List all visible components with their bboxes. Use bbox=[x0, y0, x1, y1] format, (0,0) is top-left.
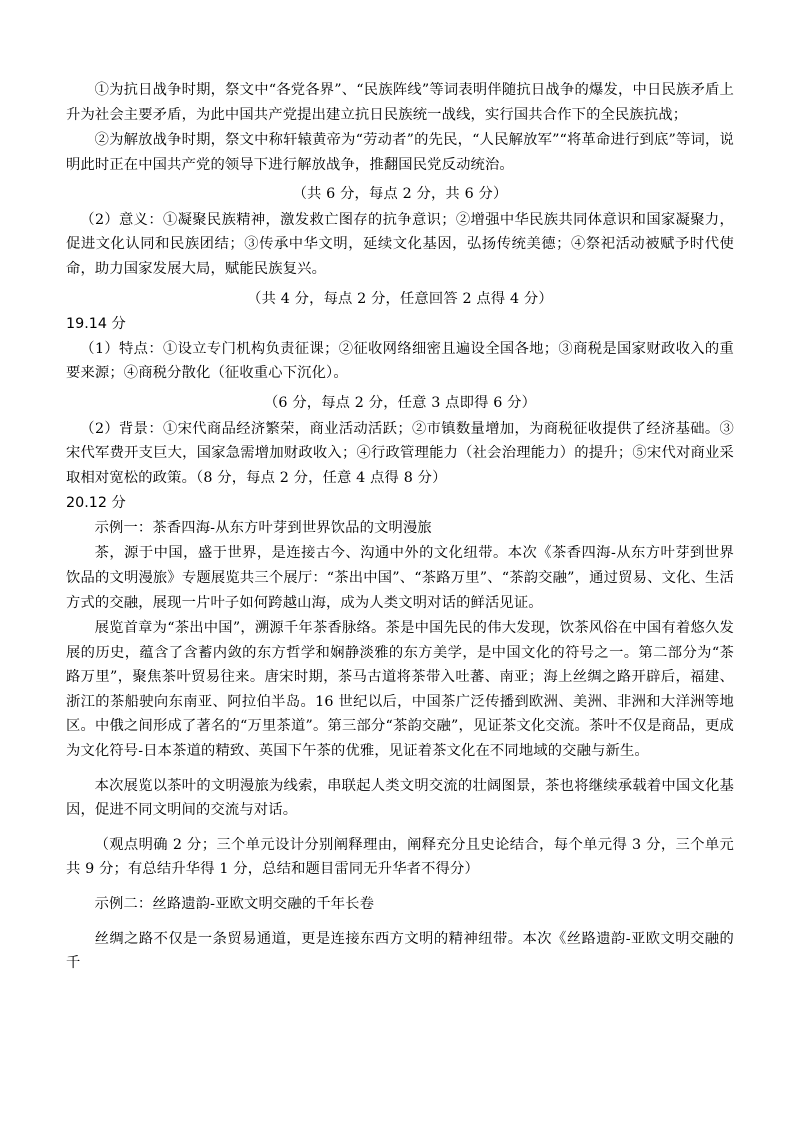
example-one-title: 示例一：茶香四海-从东方叶芽到世界饮品的文明漫旅 bbox=[94, 519, 432, 536]
answer-paragraph-5: （2）背景：①宋代商品经济繁荣，商业活动活跃；②市镇数量增加，为商税征收提供了经济基础。③宋代军费开支巨大，国家急需增加财政收入；④行政管理能力（社会治理能力）的提升；⑤宋代对商业采取相对宽松的政策。（8 分，每点 2 分，任意 4 点得 8 分） bbox=[66, 420, 734, 486]
scoring-rubric-note: （观点明确 2 分；三个单元设计分别阐释理由，阐释充分且史论结合，每个单元得 3 分，三个单元共 9 分；有总结升华得 1 分，总结和题目雷同无升华者不得分） bbox=[66, 836, 734, 878]
score-note-3: （6 分，每点 2 分，任意 3 点即得 6 分） bbox=[263, 394, 537, 411]
example-one-paragraph-2: 展览首章为“茶出中国”，溯源千年茶香脉络。茶是中国先民的伟大发现，饮茶风俗在中国有着悠久发展的历史，蕴含了含蓄内敛的东方哲学和娴静淡雅的东方美学，是中国文化的符号之一。第二部分为“茶路万里”，聚焦茶叶贸易往来。唐宋时期，茶马古道将茶带入吐蕃、南亚；海上丝绸之路开辟后，福建、浙江的茶船驶向东南亚、阿拉伯半岛。16 世纪以后，中国茶广泛传播到欧洲、美洲、非洲和大洋洲等地区。中俄之间形成了著名的“万里茶道”。第三部分“茶韵交融”，见证茶文化交流。茶叶不仅是商品，更成为文化符号-日本茶道的精致、英国下午茶的优雅，见证着茶文化在不同地域的交融与新生。 bbox=[66, 620, 734, 760]
score-note-2: （共 4 分，每点 2 分，任意回答 2 点得 4 分） bbox=[247, 290, 553, 307]
spacer bbox=[66, 918, 734, 927]
spacer bbox=[66, 824, 734, 833]
example-two-paragraph-1: 丝绸之路不仅是一条贸易通道，更是连接东西方文明的精神纽带。本次《丝路遗韵-亚欧文明交融的千 bbox=[66, 930, 734, 972]
example-one-paragraph-3: 本次展览以茶叶的文明漫旅为线索，串联起人类文明交流的壮阔图景，茶也将继续承载着中国文化基因，促进不同文明间的交流与对话。 bbox=[66, 777, 734, 819]
answer-paragraph-4: （1）特点：①设立专门机构负责征课；②征收网络细密且遍设全国各地；③商税是国家财政收入的重要来源；④商税分散化（征收重心下沉化）。 bbox=[66, 340, 734, 382]
spacer bbox=[66, 883, 734, 892]
example-two-title: 示例二：丝路遗韵-亚欧文明交融的千年长卷 bbox=[94, 895, 375, 912]
score-note-1: （共 6 分，每点 2 分，共 6 分） bbox=[292, 186, 508, 203]
spacer bbox=[66, 765, 734, 774]
example-one-paragraph-1: 茶，源于中国，盛于世界，是连接古今、沟通中外的文化纽带。本次《茶香四海-从东方叶芽到世界饮品的文明漫旅》专题展览共三个展厅：“茶出中国”、“茶路万里”、“茶韵交融”，通过贸易、文化、生活方式的交融，展现一片叶子如何跨越山海，成为人类文明对话的鲜活见证。 bbox=[66, 545, 734, 611]
question-heading-19: 19.14 分 bbox=[66, 316, 126, 333]
answer-paragraph-2: ②为解放战争时期，祭文中称轩辕黄帝为“劳动者”的先民，“人民解放军”“将革命进行到底”等词，说明此时正在中国共产党的领导下进行解放战争，推翻国民党反动统治。 bbox=[66, 132, 734, 173]
question-heading-20: 20.12 分 bbox=[66, 495, 126, 512]
answer-paragraph-3: （2）意义：①凝聚民族精神，激发救亡图存的抗争意识；②增强中华民族共同体意识和国家凝聚力，促进文化认同和民族团结；③传承中华文明，延续文化基因，弘扬传统美德；④祭祀活动被赋予时代使命，助力国家发展大局，赋能民族复兴。 bbox=[66, 211, 734, 278]
answer-paragraph-1: ①为抗日战争时期，祭文中“各党各界”、“民族阵线”等词表明伴随抗日战争的爆发，中日民族矛盾上升为社会主要矛盾，为此中国共产党提出建立抗日民族统一战线，实行国共合作下的全民族抗战； bbox=[66, 82, 734, 123]
